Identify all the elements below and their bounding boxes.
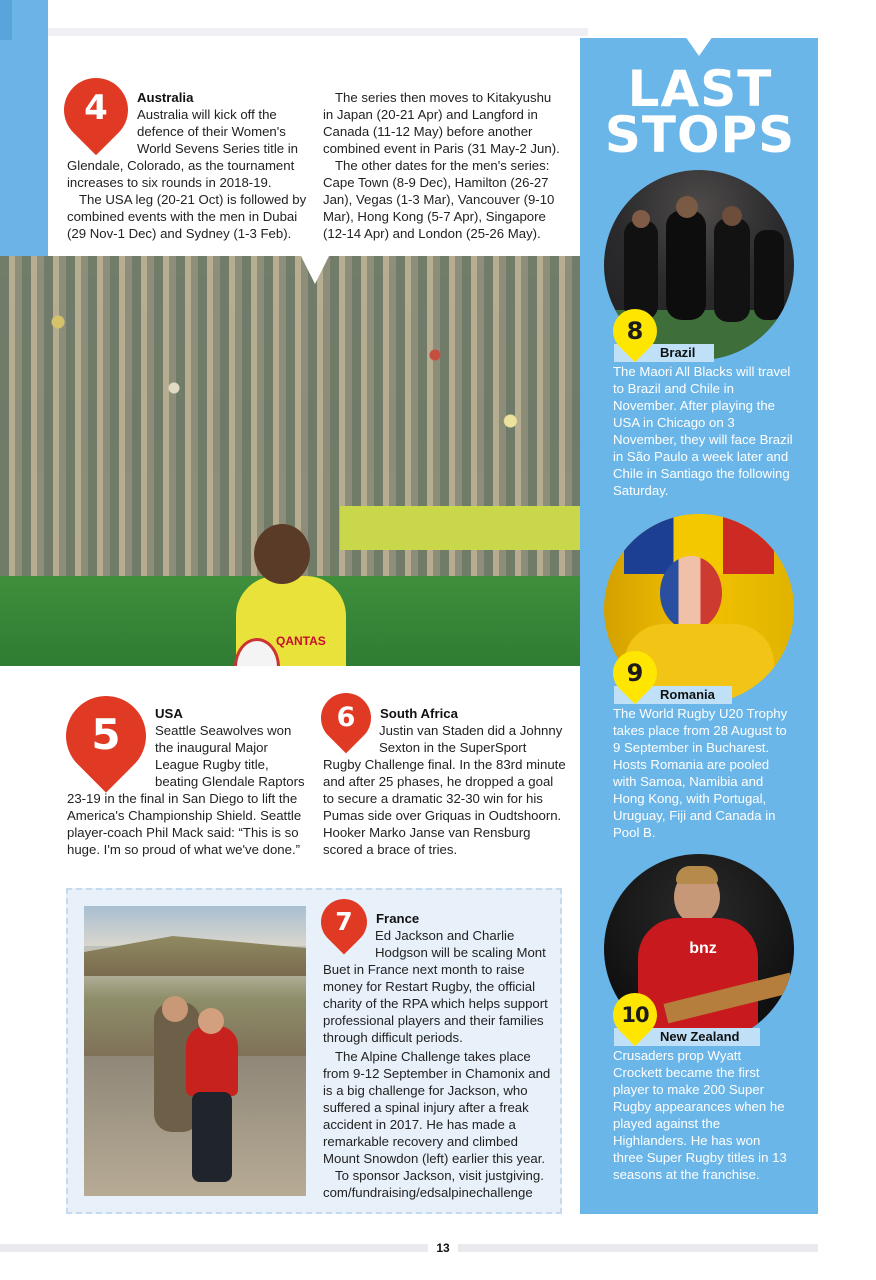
stop-4-number: 4 — [84, 88, 108, 128]
stop-4-para-1: Australia will kick off the defence of their Women's World Sevens Series title in Glendale, Colorado, as the tournament increases to six rounds in 2018-19. — [67, 107, 299, 190]
sevens-player-photo — [0, 256, 580, 666]
page-number: 13 — [428, 1240, 458, 1256]
stop-6-number: 6 — [336, 702, 356, 733]
title-line-1: LAST — [627, 60, 773, 118]
stop-5-heading: USA — [155, 706, 183, 721]
stop-7-para-3: To sponsor Jackson, visit justgiving. com/fundraising/edsalpinechallenge — [323, 1168, 544, 1200]
stop-9-text: The World Rugby U20 Trophy takes place from 28 August to 9 September in Bucharest. Hosts Romania are pooled with Samoa, Namibia and Hong Kong, with Portugal, Uruguay, Fiji and Canada in Pool B. — [613, 706, 788, 840]
stop-6-heading: South Africa — [380, 706, 458, 721]
top-divider-bar — [48, 28, 588, 36]
stop-4-para-3: The series then moves to Kitakyushu in Japan (20-21 Apr) and Langford in Canada (11-12 May) before another combined event in Paris (31 May-2 Jun). — [323, 90, 560, 156]
stop-7-para-1: Ed Jackson and Charlie Hodgson will be scaling Mont Buet in France next month to raise money for Restart Rugby, the official charity of the RPA which helps support professional players and their families through difficult periods. — [323, 928, 548, 1045]
title-line-2: STOPS — [604, 106, 796, 164]
snowdon-climb-photo — [84, 906, 306, 1196]
stop-10-number: 10 — [621, 1003, 649, 1027]
stop-10-heading: New Zealand — [660, 1029, 740, 1044]
stop-8-text: The Maori All Blacks will travel to Brazil and Chile in November. After playing the USA in Chicago on 3 November, they will face Brazil in São Paulo a week later and Chile in Santiago the following Saturday. — [613, 364, 793, 498]
stop-7-number: 7 — [335, 907, 353, 936]
stop-7-heading: France — [376, 911, 420, 926]
jersey-sponsor: QANTAS — [276, 634, 326, 648]
stop-5-text: Seattle Seawolves won the inaugural Major League Rugby title, beating Glendale Raptors 23-19 in the final in San Diego to lift the America's Championship Shield. Seattle player-coach Phil Mack said: “This is so huge. I'm so proud of what we've done.” — [67, 723, 305, 857]
jersey-sponsor-text: bnz — [689, 940, 717, 957]
stop-4-para-2: The USA leg (20-21 Oct) is followed by combined events with the men in Dubai (29 Nov-1 Dec) and Sydney (1-3 Feb). — [67, 192, 307, 241]
stop-9-number: 9 — [626, 659, 644, 687]
stop-4-heading: Australia — [137, 90, 194, 105]
stop-10-pin — [612, 992, 658, 1044]
stop-8-heading: Brazil — [660, 345, 696, 360]
stop-9-heading: Romania — [660, 687, 715, 702]
stop-10-text: Crusaders prop Wyatt Crockett became the first player to make 200 Super Rugby appearances when he played against the Highlanders. He has won three Super Rugby titles in 13 seasons at the franchise. — [613, 1048, 787, 1182]
last-stops-title — [590, 60, 810, 164]
player-head — [254, 524, 310, 584]
stop-4-para-4: The other dates for the men's series: Cape Town (8-9 Dec), Hamilton (26-27 Jan), Vegas (1-3 Mar), Vancouver (9-10 Mar), Hong Kong (5-7 Apr), Singapore (12-14 Apr) and London (25-26 May). — [323, 158, 555, 241]
stop-9-pin — [612, 650, 658, 702]
stop-8-pin — [612, 308, 658, 360]
stop-5-number: 5 — [91, 710, 121, 759]
stop-7-para-2: The Alpine Challenge takes place from 9-12 September in Chamonix and is a big challenge for Jackson, who suffered a spinal injury after a freak accident in 2017. He has made a remarkable recovery and climbed Mount Snowdon (left) earlier this year. — [323, 1049, 551, 1166]
left-edge-strip-dark — [0, 0, 12, 40]
stop-6-text: Justin van Staden did a Johnny Sexton in the SuperSport Rugby Challenge final. In the 83rd minute and after 25 phases, he dropped a goal to secure a dramatic 32-30 win for his Pumas side over Griquas in Oudtshoorn. Hooker Marko Janse van Rensburg scored a brace of tries. — [323, 723, 566, 857]
stop-8-number: 8 — [626, 317, 644, 345]
advertising-board — [340, 506, 580, 550]
footer-bar — [0, 1244, 818, 1252]
